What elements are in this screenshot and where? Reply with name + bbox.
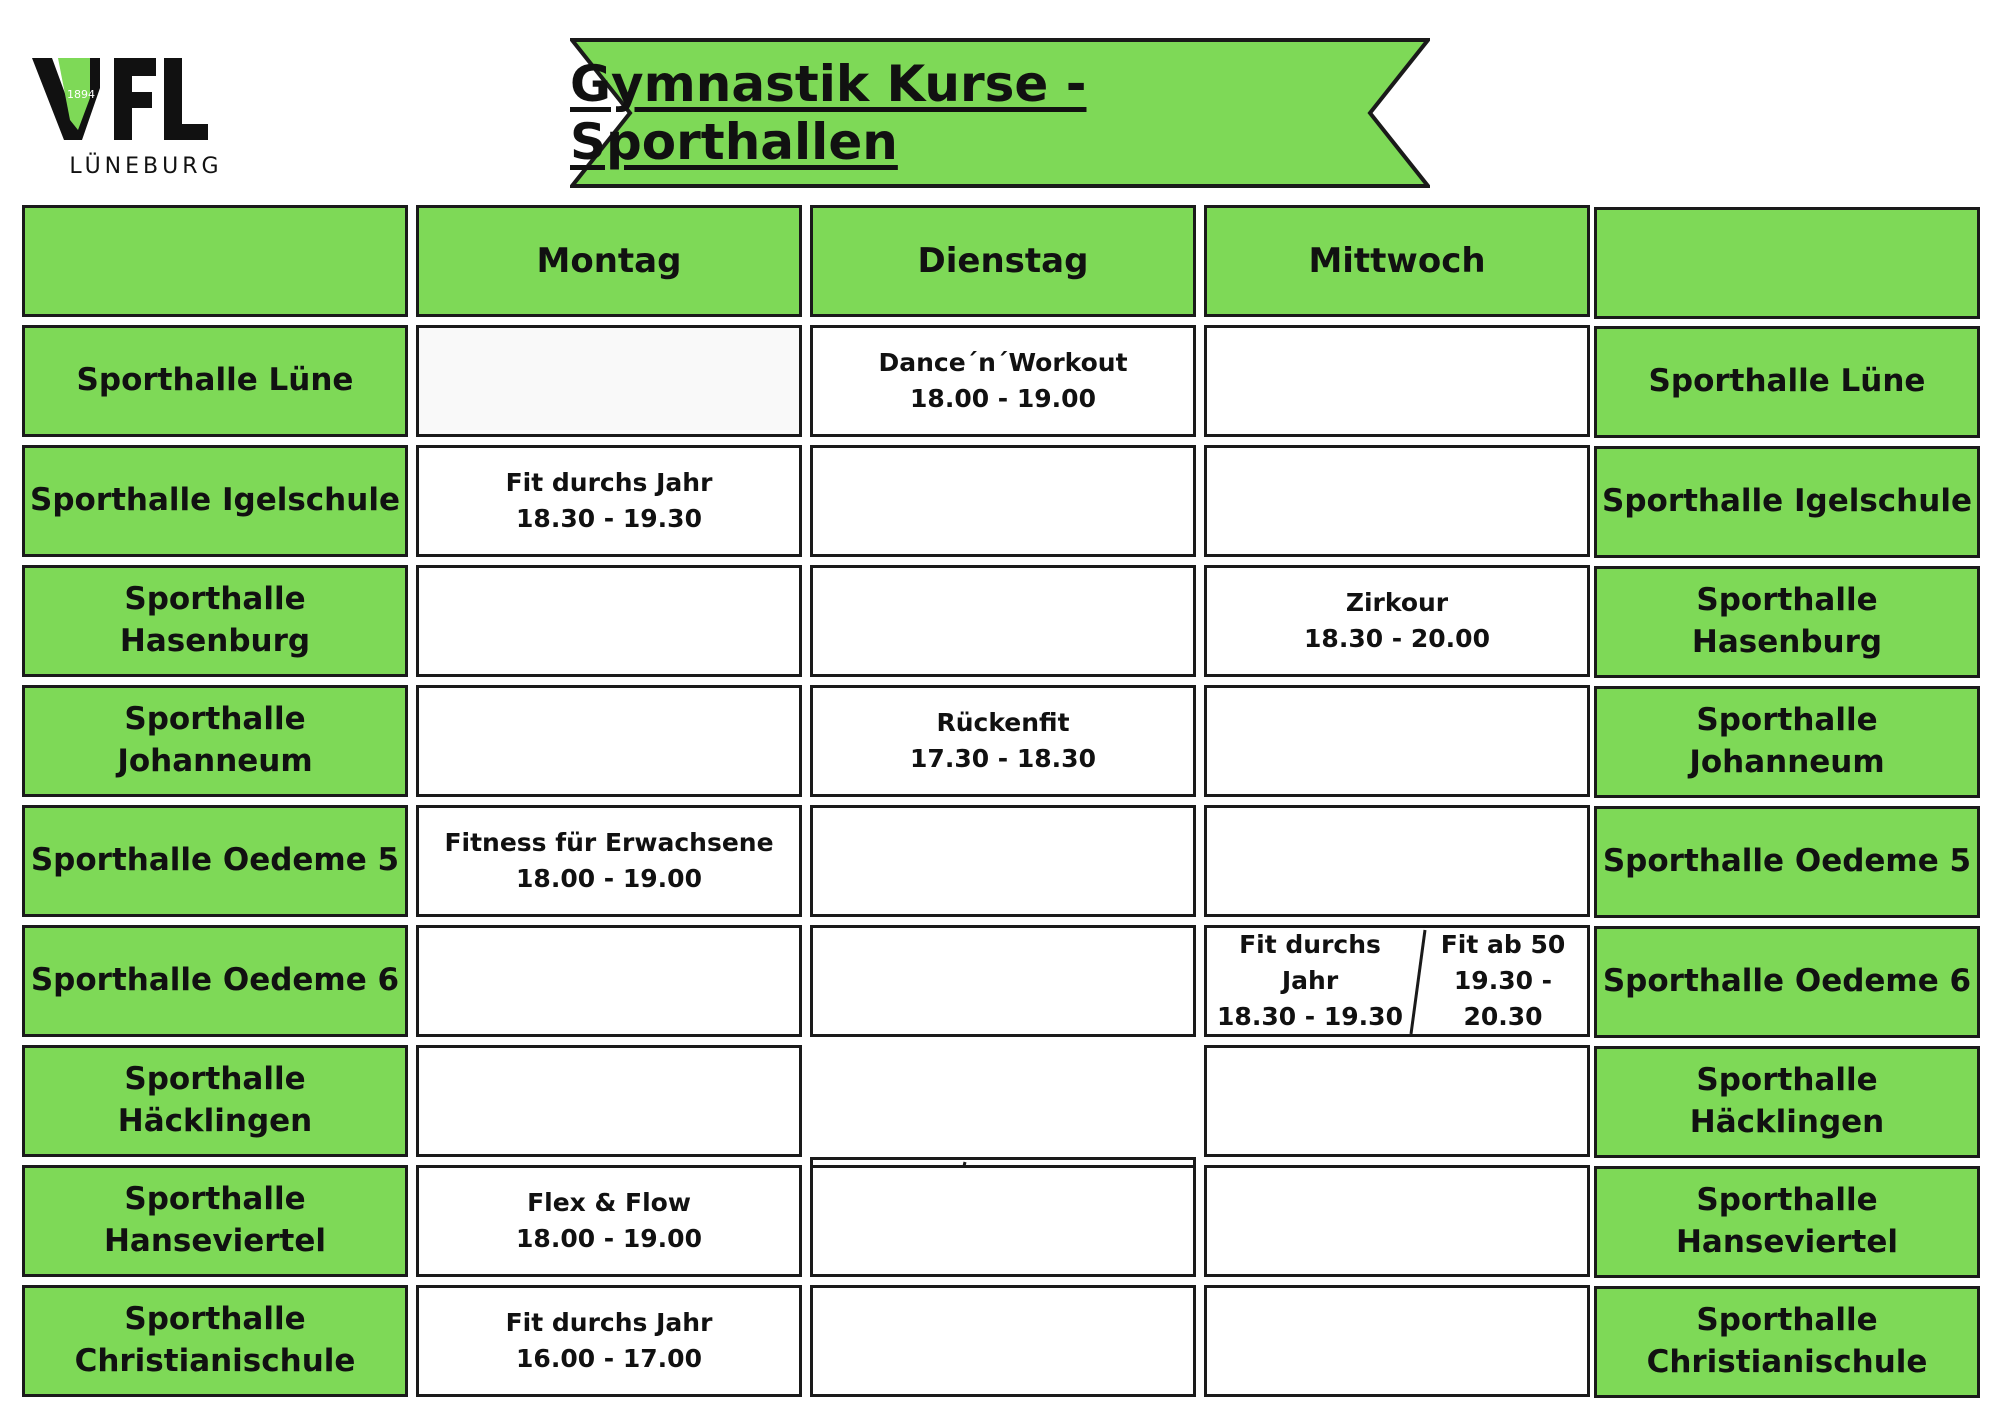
cell-hasenburg-dienstag [810, 565, 1196, 677]
venue-oedeme6: Sporthalle Oedeme 6 [22, 925, 408, 1037]
title-banner [570, 38, 1430, 188]
cell-lune-montag [416, 325, 802, 437]
header-day-dienstag: Dienstag [810, 205, 1196, 317]
svg-text:94: 94 [81, 88, 95, 101]
course-time: 18.00 - 19.00 [516, 1224, 702, 1253]
cell-igelschule-mittwoch [1204, 445, 1590, 557]
venue-oedeme5-right: Sporthalle Oedeme 5 [1594, 806, 1980, 918]
venue-hacklingen: Sporthalle Häcklingen [22, 1045, 408, 1157]
cell-hanseviertel-dienstag [810, 1165, 1196, 1277]
cell-igelschule-dienstag [810, 445, 1196, 557]
cell-oedeme5-dienstag [810, 805, 1196, 917]
cell-hasenburg-montag [416, 565, 802, 677]
course-name: Fit durchs Jahr [505, 1307, 713, 1337]
venue-igelschule: Sporthalle Igelschule [22, 445, 408, 557]
cell-hanseviertel-montag [416, 1165, 802, 1277]
course-time: 17.30 - 18.30 [910, 744, 1096, 773]
header-day-montag: Montag [416, 205, 802, 317]
page-title: Gymnastik Kurse - Sporthallen [570, 55, 1087, 171]
course-slot-second [1417, 928, 1589, 1034]
venue-lune: Sporthalle Lüne [22, 325, 408, 437]
cell-hacklingen-montag [416, 1045, 802, 1157]
cell-johanneum-mittwoch [1204, 685, 1590, 797]
venue-christianischule-right: Sporthalle Christianischule [1594, 1286, 1980, 1398]
cell-oedeme6-montag [416, 925, 802, 1037]
cell-oedeme5-mittwoch [1204, 805, 1590, 917]
cell-lune-mittwoch [1204, 325, 1590, 437]
venue-oedeme5: Sporthalle Oedeme 5 [22, 805, 408, 917]
venue-hanseviertel: Sporthalle Hanseviertel [22, 1165, 408, 1277]
course-name: Flex & Flow [527, 1187, 691, 1217]
venue-johanneum: Sporthalle Johanneum [22, 685, 408, 797]
cell-hanseviertel-mittwoch [1204, 1165, 1590, 1277]
cell-johanneum-dienstag [810, 685, 1196, 797]
course-time: 18.30 - 19.30 [516, 504, 702, 533]
cell-christianischule-mittwoch [1204, 1285, 1590, 1397]
schedule-table [22, 205, 1980, 1397]
course-time: 18.30 - 19.30 [1217, 1002, 1403, 1032]
course-time: 18.00 - 19.00 [516, 864, 702, 893]
venue-christianischule: Sporthalle Christianischule [22, 1285, 408, 1397]
course-name: Fit durchs Jahr [1239, 929, 1381, 995]
cell-hacklingen-mittwoch [1204, 1045, 1590, 1157]
course-name: Fitness für Erwachsene [444, 827, 774, 857]
vfl-logo [28, 54, 228, 184]
logo-city: LÜNEBURG [69, 154, 223, 179]
venue-hanseviertel-right: Sporthalle Hanseviertel [1594, 1166, 1980, 1278]
cell-johanneum-montag [416, 685, 802, 797]
course-time: 19.30 - 20.30 [1453, 965, 1553, 1032]
cell-igelschule-montag [416, 445, 802, 557]
course-name: Fit durchs Jahr [505, 467, 713, 497]
venue-hasenburg: Sporthalle Hasenburg [22, 565, 408, 677]
cell-oedeme6-mittwoch [1204, 925, 1590, 1037]
cell-oedeme5-montag [416, 805, 802, 917]
course-time: 16.00 - 17.00 [516, 1344, 702, 1373]
venue-hacklingen-right: Sporthalle Häcklingen [1594, 1046, 1980, 1158]
venue-lune-right: Sporthalle Lüne [1594, 326, 1980, 438]
venue-oedeme6-right: Sporthalle Oedeme 6 [1594, 926, 1980, 1038]
course-name: Dance´n´Workout [878, 347, 1128, 377]
cell-christianischule-montag [416, 1285, 802, 1397]
header-day-mittwoch: Mittwoch [1204, 205, 1590, 317]
course-name: Rückenfit [936, 707, 1070, 737]
cell-lune-dienstag [810, 325, 1196, 437]
venue-johanneum-right: Sporthalle Johanneum [1594, 686, 1980, 798]
header-corner-right [1594, 207, 1980, 319]
course-time: 18.30 - 20.00 [1304, 624, 1490, 653]
svg-text:18: 18 [67, 88, 81, 101]
vfl-logo-mark [28, 54, 228, 144]
cell-hasenburg-mittwoch [1204, 565, 1590, 677]
cell-oedeme6-dienstag [810, 925, 1196, 1037]
venue-igelschule-right: Sporthalle Igelschule [1594, 446, 1980, 558]
course-time: 18.00 - 19.00 [910, 384, 1096, 413]
cell-christianischule-dienstag [810, 1285, 1196, 1397]
course-name: Fit ab 50 [1440, 929, 1566, 959]
venue-hasenburg-right: Sporthalle Hasenburg [1594, 566, 1980, 678]
header-corner-left [22, 205, 408, 317]
course-name: Zirkour [1345, 587, 1449, 617]
